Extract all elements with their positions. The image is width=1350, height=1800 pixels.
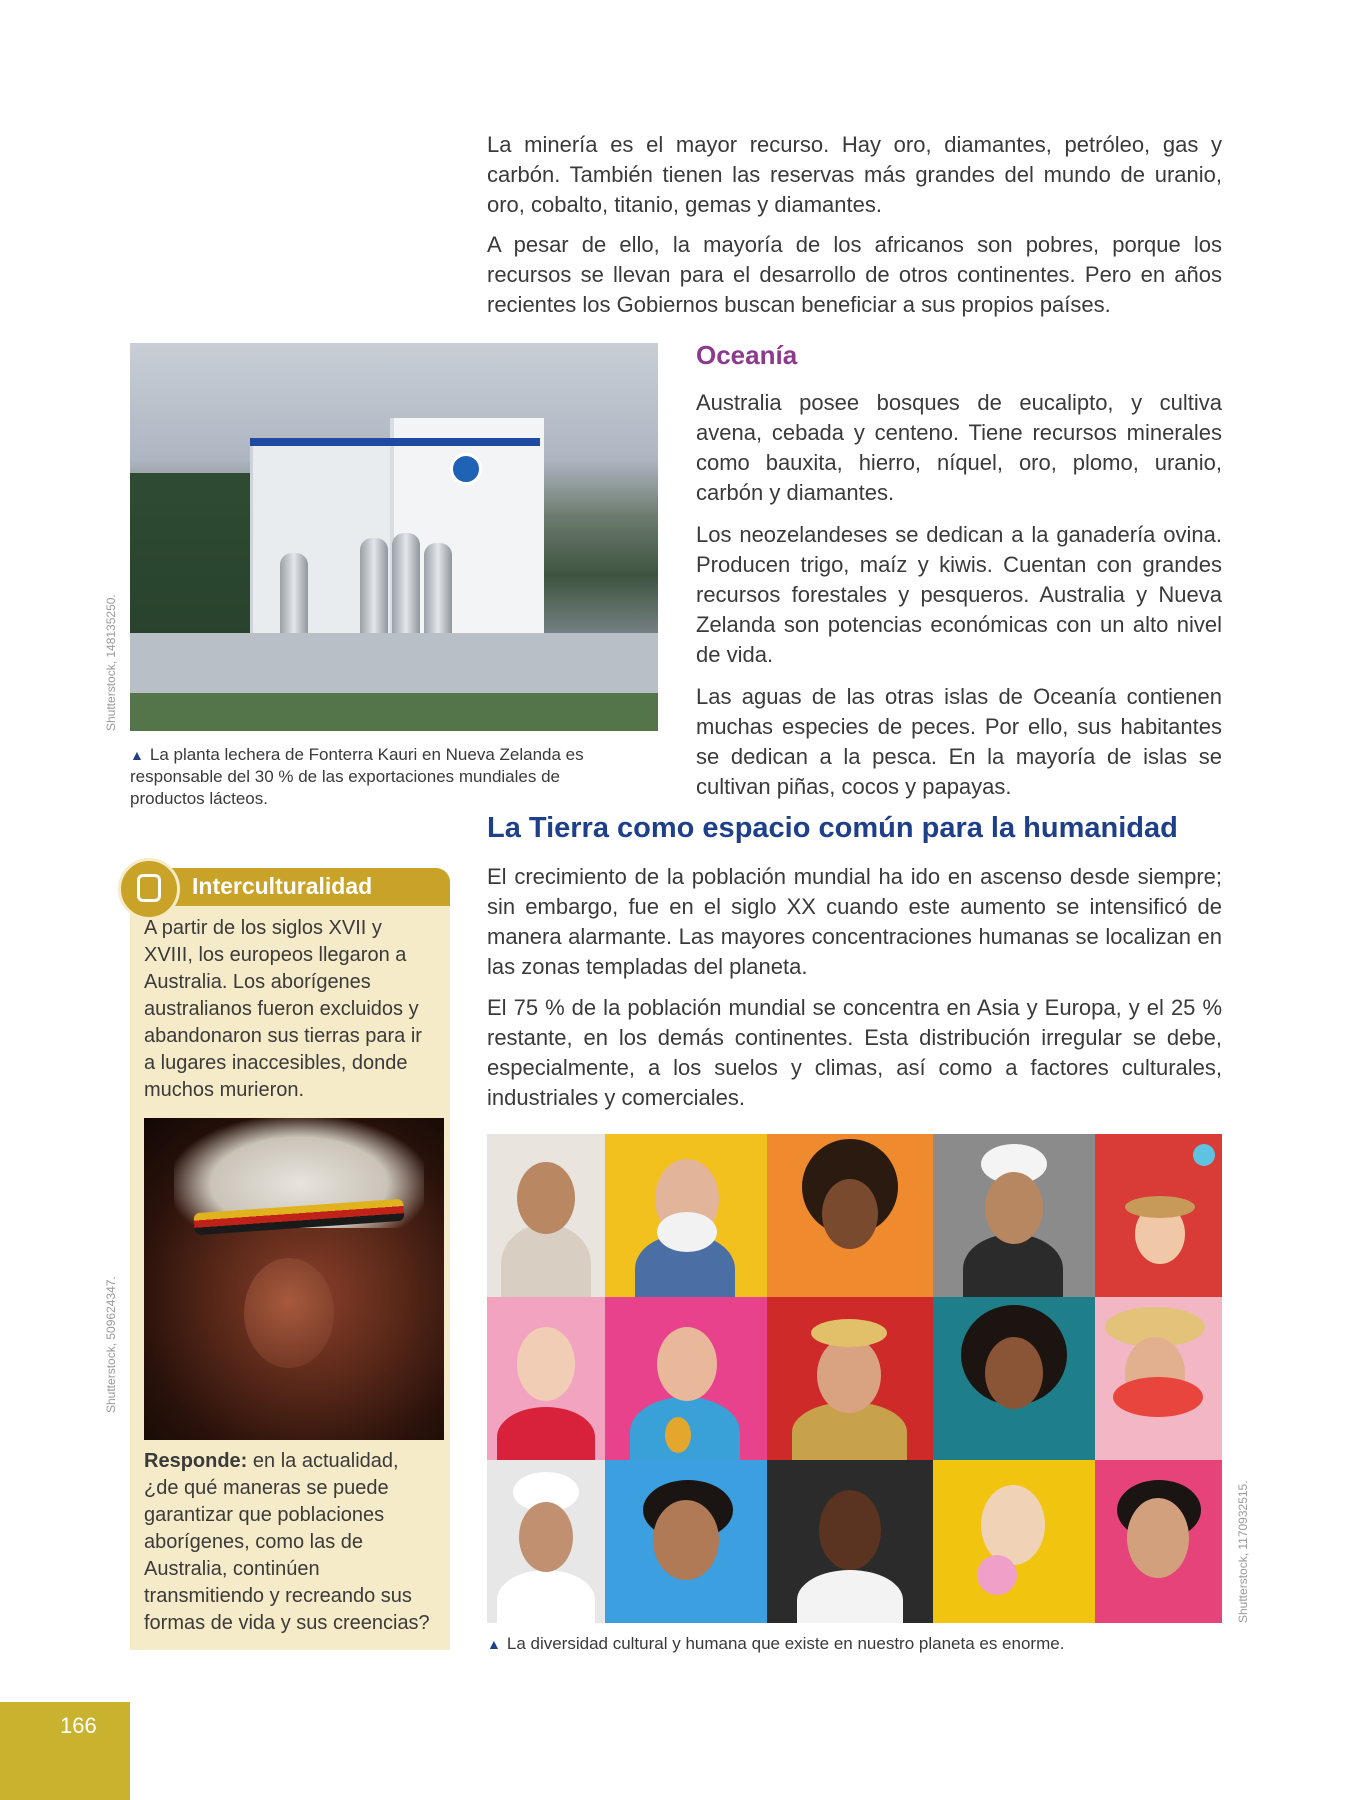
factory-caption-text: La planta lechera de Fonterra Kauri en Nueva Zelanda es responsable del 30 % de las exportaciones mundiales de productos lácteos. bbox=[130, 745, 584, 808]
interculturalidad-text: A partir de los siglos XVII y XVIII, los europeos llegaron a Australia. Los aborígenes australianos fueron excluidos y abandonaron sus tierras para ir a lugares inaccesibles, donde muchos murieron. bbox=[144, 917, 422, 1101]
intro-paragraph-2: A pesar de ello, la mayoría de los africanos son pobres, porque los recursos se llevan para el desarrollo de otros continentes. Pero en años recientes los Gobiernos buscan beneficiar a sus propios países. bbox=[487, 232, 1222, 317]
question-label: Responde: bbox=[144, 1450, 248, 1472]
interculturalidad-title: Interculturalidad bbox=[192, 873, 373, 899]
tierra-paragraph-1: El crecimiento de la población mundial ha ido en ascenso desde siempre; sin embargo, fue en el siglo XX cuando este aumento se intensificó de manera alarmante. Las mayores concentraciones humanas se localizan en las zonas templadas del planeta. bbox=[487, 864, 1222, 979]
page-number: 166 bbox=[60, 1713, 97, 1738]
triangle-marker-icon: ▲ bbox=[487, 1636, 501, 1652]
people-photo-caption bbox=[487, 1633, 1222, 1655]
factory-photo bbox=[130, 343, 658, 731]
interculturalidad-question bbox=[144, 1448, 434, 1637]
interculturalidad-icon bbox=[118, 858, 180, 920]
people-caption-text: La diversidad cultural y humana que existe en nuestro planeta es enorme. bbox=[506, 1634, 1065, 1653]
oceania-heading: Oceanía bbox=[696, 340, 798, 370]
people-grid-photo bbox=[487, 1134, 1222, 1623]
factory-photo-credit: Shutterstock, 148135250. bbox=[104, 594, 118, 731]
tierra-paragraph-2: El 75 % de la población mundial se concentra en Asia y Europa, y el 25 % restante, en los demás continentes. Esta distribución irregular se debe, especialmente, a los suelos y climas, así como a factores culturales, industriales y comerciales. bbox=[487, 995, 1222, 1110]
oceania-paragraph-3: Las aguas de las otras islas de Oceanía contienen muchas especies de peces. Por ello, sus habitantes se dedican a la pesca. En la mayoría de islas se cultivan piñas, cocos y papayas. bbox=[696, 684, 1222, 799]
oceania-paragraph-2: Los neozelandeses se dedican a la ganadería ovina. Producen trigo, maíz y kiwis. Cuentan con grandes recursos forestales y pesqueros. Australia y Nueva Zelanda son potencias económicas con un alto nivel de vida. bbox=[696, 522, 1222, 667]
tierra-heading: La Tierra como espacio común para la humanidad bbox=[487, 812, 1178, 844]
oceania-paragraph-1: Australia posee bosques de eucalipto, y cultiva avena, cebada y centeno. Tiene recursos minerales como bauxita, hierro, níquel, oro, plomo, uranio, carbón y diamantes. bbox=[696, 390, 1222, 505]
company-logo-icon bbox=[450, 453, 482, 485]
intro-paragraph-1: La minería es el mayor recurso. Hay oro, diamantes, petróleo, gas y carbón. También tienen las reservas más grandes del mundo de uranio, oro, cobalto, titanio, gemas y diamantes. bbox=[487, 132, 1222, 217]
triangle-marker-icon: ▲ bbox=[130, 747, 144, 763]
elder-photo-credit: Shutterstock, 509624347. bbox=[104, 1276, 118, 1413]
aboriginal-elder-photo bbox=[144, 1118, 444, 1440]
factory-photo-caption bbox=[130, 744, 610, 810]
question-text: en la actualidad, ¿de qué maneras se puede garantizar que poblaciones aborígenes, como las de Australia, continúen transmitiendo y recreando sus formas de vida y sus creencias? bbox=[144, 1450, 430, 1634]
people-photo-credit: Shutterstock, 1170932515. bbox=[1236, 1480, 1250, 1623]
